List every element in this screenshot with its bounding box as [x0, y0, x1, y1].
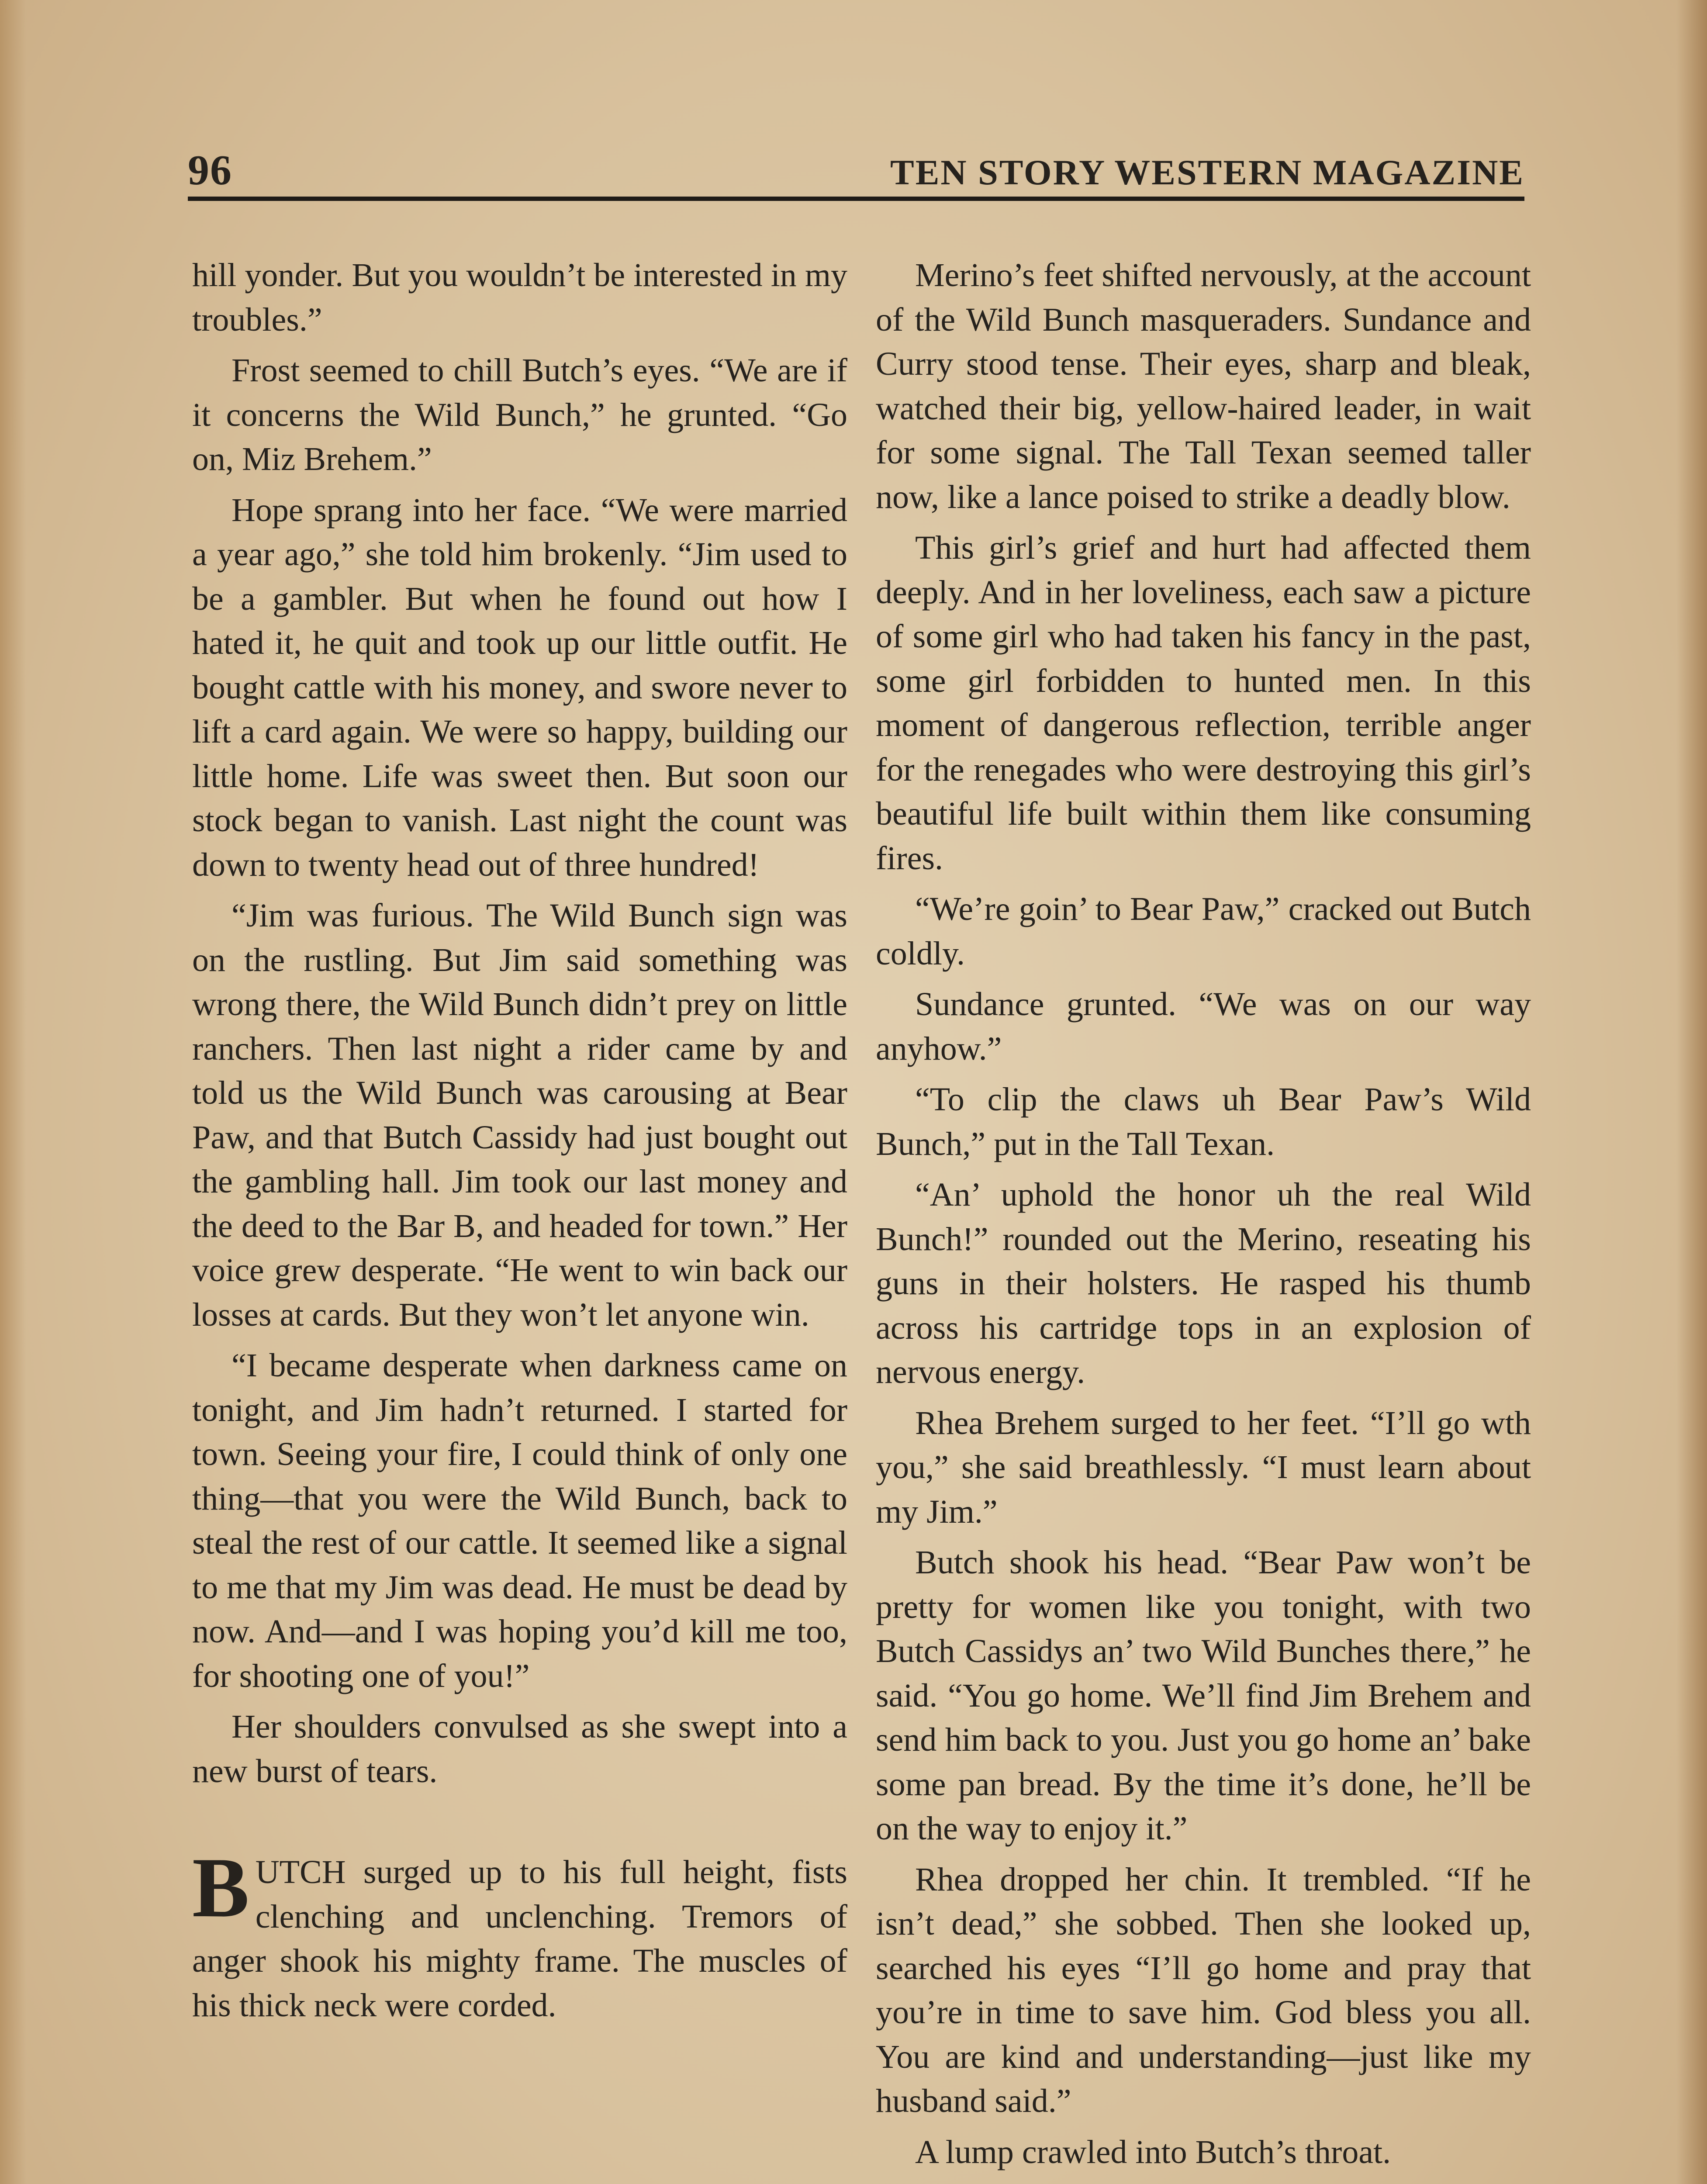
page-edge-shadow-right — [1676, 0, 1707, 2184]
right-column — [876, 253, 1531, 2181]
paragraph: Her shoulders convulsed as she swept into a new burst of tears. — [192, 1708, 847, 1790]
magazine-title: TEN STORY WESTERN MAGAZINE — [890, 152, 1524, 192]
running-header — [188, 149, 1524, 201]
page-edge-shadow-left — [0, 0, 26, 2184]
page-number: 96 — [188, 147, 232, 194]
paragraph: A lump crawled into Butch’s throat. — [915, 2133, 1391, 2170]
paragraph: “I became desperate when darkness came on tonight, and Jim hadn’t returned. I started for town. Seeing your fire, I could think of only one thing—that you were the Wild Bunch, back to steal the rest of our cattle. It seemed like a signal to me that my Jim was dead. He must be dead by now. And—and I was hoping you’d kill me too, for shooting one of you!” — [192, 1347, 847, 1694]
paragraph: Merino’s feet shifted nervously, at the account of the Wild Bunch masqueraders. Sundance and Curry stood tense. Their eyes, sharp and bleak, watched their big, yellow-haired leader, in wait for some signal. The Tall Texan seemed taller now, like a lance poised to strike a deadly blow. — [876, 257, 1531, 515]
section-start-text: UTCH surged up to his full height, fists clenching and unclenching. Tremors of anger shook his mighty frame. The muscles of his thick neck were corded. — [192, 1854, 847, 2024]
paragraph: “Jim was furious. The Wild Bunch sign was on the rustling. But Jim said something was wrong there, the Wild Bunch didn’t prey on little ranchers. Then last night a rider came by and told us the Wild Bunch was carousing at Bear Paw, and that Butch Cassidy had just bought out the gambling hall. Jim took our last money and the deed to the Bar B, and headed for town.” Her voice grew desperate. “He went to win back our losses at cards. But they won’t let anyone win. — [192, 897, 847, 1333]
header-rule — [188, 197, 1524, 201]
paragraph: This girl’s grief and hurt had affected them deeply. And in her loveliness, each saw a picture of some girl who had taken his fancy in the past, some girl forbidden to hunted men. In this moment of dangerous reflection, terrible anger for the renegades who were destroying this girl’s beautiful life built within them like consuming fires. — [876, 529, 1531, 877]
section-start-paragraph — [192, 1840, 847, 2028]
paragraph: “An’ uphold the honor uh the real Wild Bunch!” rounded out the Merino, reseating his guns in their holsters. He rasped his thumb across his cartridge tops in an explosion of nervous energy. — [876, 1176, 1531, 1390]
paragraph: Frost seemed to chill Butch’s eyes. “We are if it concerns the Wild Bunch,” he grunted. “Go on, Miz Brehem.” — [192, 352, 847, 477]
drop-cap: B — [192, 1840, 249, 1935]
paragraph: hill yonder. But you wouldn’t be interested in my troubles.” — [192, 257, 847, 338]
paragraph: Butch shook his head. “Bear Paw won’t be pretty for women like you tonight, with two Butch Cassidys an’ two Wild Bunches there,” he said. “You go home. We’ll find Jim Brehem and send him back to you. Just you go home an’ bake some pan bread. By the time it’s done, he’ll be on the way to enjoy it.” — [876, 1544, 1531, 1847]
paragraph: Rhea dropped her chin. It trembled. “If he isn’t dead,” she sobbed. Then she looked up, searched his eyes “I’ll go home and pray that you’re in time to save him. God bless you all. You are kind and understanding—just like my husband said.” — [876, 1861, 1531, 2119]
paragraph: “To clip the claws uh Bear Paw’s Wild Bunch,” put in the Tall Texan. — [876, 1081, 1531, 1162]
paragraph: Sundance grunted. “We was on our way anyhow.” — [876, 986, 1531, 1067]
paragraph: Rhea Brehem surged to her feet. “I’ll go wth you,” she said breathlessly. “I must learn about my Jim.” — [876, 1404, 1531, 1530]
paragraph: “We’re goin’ to Bear Paw,” cracked out Butch coldly. — [876, 891, 1531, 972]
paragraph: Hope sprang into her face. “We were married a year ago,” she told him brokenly. “Jim used to be a gambler. But when he found out how I hated it, he quit and took up our little outfit. He bought cattle with his money, and swore never to lift a card again. We were so happy, building our little home. Life was sweet then. But soon our stock began to vanish. Last night the count was down to twenty head out of three hundred! — [192, 491, 847, 883]
left-column — [192, 253, 847, 2034]
